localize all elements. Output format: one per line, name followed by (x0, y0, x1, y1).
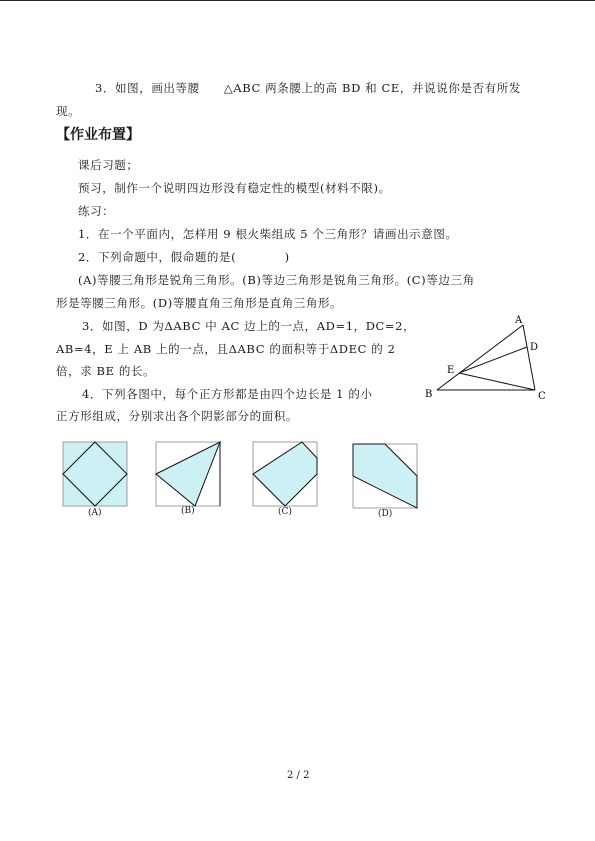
segment-ed (459, 347, 527, 373)
homework-line: 2．下列命题中，假命题的是( ) (78, 250, 290, 264)
edge-ac (523, 325, 535, 390)
q3-prev-line2: 现。 (56, 104, 81, 118)
label-c: C (538, 391, 546, 402)
square-figure-c (252, 441, 318, 507)
homework-line: 练习： (78, 204, 115, 218)
homework-line: 3．如图，D 为ΔABC 中 AC 边上的一点，AD=1，DC=2， (82, 319, 416, 333)
label-e: E (447, 365, 455, 376)
homework-line: AB=4，E 上 AB 上的一点，且ΔABC 的面积等于ΔDEC 的 2 (56, 342, 396, 356)
square-figure-b (155, 441, 221, 507)
label-b: B (425, 389, 433, 400)
section-title: 【作业布置】 (56, 127, 140, 143)
label-d: D (530, 342, 539, 353)
segment-ec (459, 373, 535, 390)
homework-line: 预习，制作一个说明四边形没有稳定性的模型(材料不限)。 (78, 181, 391, 195)
homework-line: 课后习题； (78, 158, 139, 172)
homework-line: 倍，求 BE 的长。 (56, 364, 156, 378)
label-a: A (515, 315, 523, 326)
figure-label-a: (A) (88, 508, 102, 518)
page-number: 2 / 2 (287, 770, 310, 781)
edge-ab (437, 325, 523, 390)
figure-label-c: (C) (278, 507, 292, 517)
figure-label-d: (D) (378, 509, 393, 519)
figure-label-b: (B) (181, 506, 195, 516)
homework-line: 1．在一个平面内，怎样用 9 根火柴组成 5 个三角形？请画出示意图。 (78, 227, 458, 241)
q3-prev-line1: 3．如图，画出等腰 △ABC 两条腰上的高 BD 和 CE，并说说你是否有所发 (95, 81, 521, 95)
homework-line: (A)等腰三角形是锐角三角形。(B)等边三角形是锐角三角形。(C)等边三角 (78, 273, 475, 287)
triangle-abc-figure (420, 310, 550, 405)
homework-line: 正方形组成，分别求出各个阴影部分的面积。 (56, 409, 298, 423)
square-figure-a (62, 441, 128, 507)
square-figure-d (352, 443, 418, 509)
homework-line: 4．下列各图中，每个正方形都是由四个边长是 1 的小 (82, 387, 373, 401)
top-border-line (0, 0, 595, 1)
homework-line: 形是等腰三角形。(D)等腰直角三角形是直角三角形。 (56, 296, 343, 310)
